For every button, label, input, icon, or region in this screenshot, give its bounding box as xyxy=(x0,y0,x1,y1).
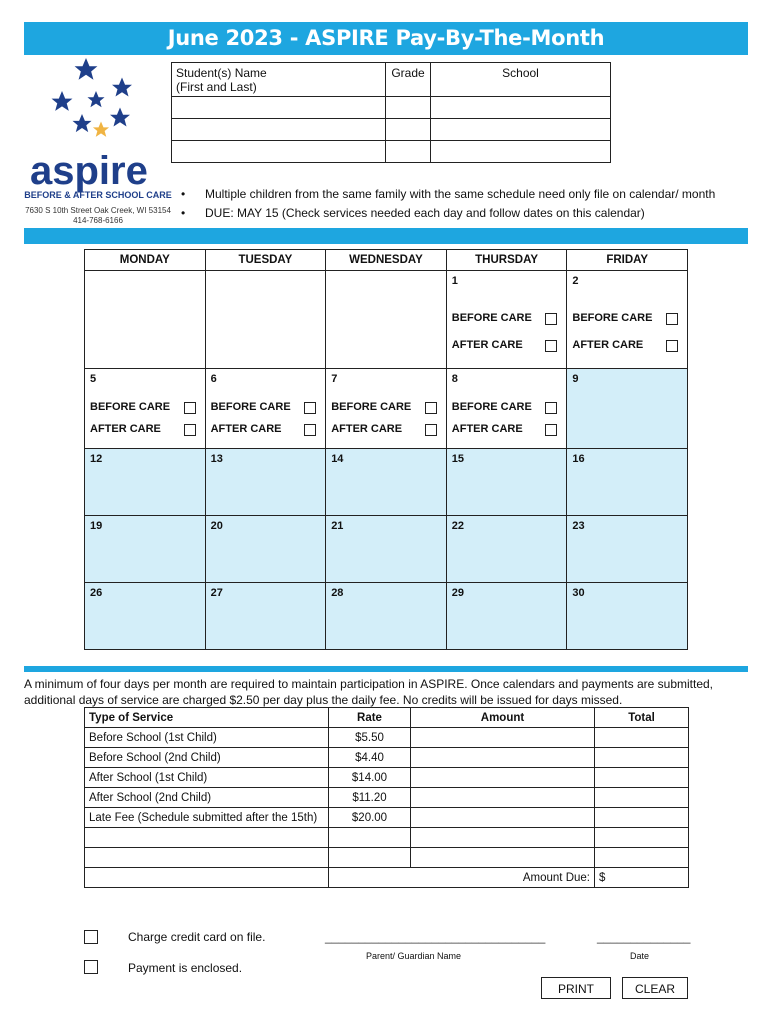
service-type-cell: After School (2nd Child) xyxy=(85,788,329,808)
grade-header: Grade xyxy=(386,63,431,97)
charge-card-checkbox[interactable] xyxy=(84,930,98,944)
day-number: 5 xyxy=(90,373,97,385)
bullet-text: Multiple children from the same family with the same schedule need only file on calendar/ month xyxy=(205,187,716,201)
service-total-cell[interactable] xyxy=(595,788,689,808)
service-amount-cell[interactable] xyxy=(411,848,595,868)
services-table xyxy=(84,707,689,888)
school-field[interactable] xyxy=(431,119,611,141)
calendar-day-cell xyxy=(326,516,447,583)
service-rate-cell: $4.40 xyxy=(329,748,411,768)
calendar-week-row xyxy=(85,583,688,650)
before-care-checkbox[interactable] xyxy=(545,313,557,325)
day-number: 28 xyxy=(331,587,344,599)
before-care-checkbox[interactable] xyxy=(184,402,196,414)
school-header: School xyxy=(431,63,611,97)
student-name-label: Student(s) Name xyxy=(176,66,267,80)
service-amount-cell[interactable] xyxy=(411,748,595,768)
service-rate-cell: $5.50 xyxy=(329,728,411,748)
service-total-cell[interactable] xyxy=(595,848,689,868)
calendar-day-cell xyxy=(326,449,447,516)
calendar-day-cell xyxy=(85,583,206,650)
after-care-label: AFTER CARE xyxy=(331,423,403,435)
service-type-cell: Before School (1st Child) xyxy=(85,728,329,748)
before-care-label: BEFORE CARE xyxy=(90,401,171,413)
day-number: 20 xyxy=(210,520,223,532)
logo-wordmark: aspire xyxy=(30,149,148,193)
after-care-checkbox[interactable] xyxy=(545,340,557,352)
after-care-label: AFTER CARE xyxy=(451,423,523,435)
total-header: Total xyxy=(595,708,689,728)
calendar-week-row xyxy=(85,369,688,449)
charge-card-label: Charge credit card on file. xyxy=(128,930,266,944)
after-care-label: AFTER CARE xyxy=(572,339,644,351)
after-care-checkbox[interactable] xyxy=(425,424,437,436)
student-name-field[interactable] xyxy=(172,119,386,141)
service-row xyxy=(85,728,689,748)
day-number: 2 xyxy=(572,275,579,287)
calendar-day-cell xyxy=(205,449,326,516)
blank-cell xyxy=(85,868,329,888)
service-type-cell xyxy=(85,848,329,868)
calendar-day-cell xyxy=(85,369,206,449)
before-care-checkbox[interactable] xyxy=(545,402,557,414)
calendar-day-cell xyxy=(326,271,447,369)
day-number: 21 xyxy=(331,520,344,532)
before-care-checkbox[interactable] xyxy=(304,402,316,414)
before-care-label: BEFORE CARE xyxy=(451,312,532,324)
after-care-label: AFTER CARE xyxy=(210,423,282,435)
calendar-week-row xyxy=(85,449,688,516)
day-number: 22 xyxy=(451,520,465,532)
service-total-cell[interactable] xyxy=(595,808,689,828)
day-number: 27 xyxy=(210,587,223,599)
calendar-day-cell xyxy=(446,516,567,583)
day-header-monday: MONDAY xyxy=(85,250,206,271)
day-number: 8 xyxy=(451,373,458,385)
day-number: 16 xyxy=(572,453,585,465)
grade-field[interactable] xyxy=(386,141,431,163)
service-type-cell: Late Fee (Schedule submitted after the 15th) xyxy=(85,808,329,828)
calendar-day-cell xyxy=(85,516,206,583)
amount-header: Amount xyxy=(411,708,595,728)
calendar-day-cell xyxy=(326,583,447,650)
service-row xyxy=(85,768,689,788)
day-number: 6 xyxy=(210,373,217,385)
service-amount-cell[interactable] xyxy=(411,768,595,788)
divider-stripe xyxy=(24,228,748,244)
service-rate-cell: $11.20 xyxy=(329,788,411,808)
date-line[interactable]: ______________ xyxy=(597,930,691,944)
phone: 414-768-6166 xyxy=(73,216,123,225)
day-number: 30 xyxy=(572,587,585,599)
amount-due-field[interactable]: $ xyxy=(595,868,689,888)
amount-due-label: Amount Due: xyxy=(329,868,595,888)
service-total-cell[interactable] xyxy=(595,768,689,788)
before-care-checkbox[interactable] xyxy=(425,402,437,414)
after-care-label: AFTER CARE xyxy=(451,339,523,351)
before-care-label: BEFORE CARE xyxy=(331,401,412,413)
payment-enclosed-label: Payment is enclosed. xyxy=(128,961,243,975)
address: 7630 S 10th Street Oak Creek, WI 53154 xyxy=(25,206,171,215)
day-number: 1 xyxy=(451,275,458,287)
day-header-wednesday: WEDNESDAY xyxy=(326,250,447,271)
calendar-day-cell xyxy=(85,449,206,516)
school-field[interactable] xyxy=(431,97,611,119)
service-rate-cell: $20.00 xyxy=(329,808,411,828)
day-header-friday: FRIDAY xyxy=(567,250,688,271)
grade-field[interactable] xyxy=(386,97,431,119)
instructions xyxy=(181,185,715,223)
service-amount-cell[interactable] xyxy=(411,828,595,848)
after-care-checkbox[interactable] xyxy=(666,340,678,352)
service-type-cell: Before School (2nd Child) xyxy=(85,748,329,768)
calendar-day-cell xyxy=(567,271,688,369)
before-care-label: BEFORE CARE xyxy=(210,401,291,413)
after-care-checkbox[interactable] xyxy=(545,424,557,436)
service-type-cell xyxy=(85,828,329,848)
day-number: 19 xyxy=(90,520,103,532)
before-care-label: BEFORE CARE xyxy=(451,401,532,413)
calendar-table xyxy=(84,249,688,650)
bullet-item: • DUE: MAY 15 (Check services needed each day and follow dates on this calendar) xyxy=(181,206,645,220)
calendar-week-row xyxy=(85,271,688,369)
day-number: 29 xyxy=(451,587,465,599)
service-row xyxy=(85,788,689,808)
calendar-day-cell xyxy=(205,583,326,650)
service-total-cell[interactable] xyxy=(595,748,689,768)
grade-field[interactable] xyxy=(386,119,431,141)
after-care-label: AFTER CARE xyxy=(90,423,161,435)
rate-header: Rate xyxy=(329,708,411,728)
logo-tagline: BEFORE & AFTER SCHOOL CARE xyxy=(24,190,172,200)
school-field[interactable] xyxy=(431,141,611,163)
bullet-text: DUE: MAY 15 (Check services needed each day and follow dates on this calendar) xyxy=(205,206,645,220)
parent-signature-line[interactable]: _________________________________ xyxy=(325,930,546,944)
calendar-week-row xyxy=(85,516,688,583)
day-number: 12 xyxy=(90,453,103,465)
service-row xyxy=(85,828,689,848)
student-name-header xyxy=(172,63,386,97)
logo-stars-icon xyxy=(24,52,172,202)
service-type-cell: After School (1st Child) xyxy=(85,768,329,788)
calendar-day-cell xyxy=(567,583,688,650)
divider-stripe xyxy=(24,666,748,672)
student-table xyxy=(171,62,611,163)
calendar-header-row xyxy=(85,250,688,271)
date-label: Date xyxy=(630,951,650,961)
service-rate-cell: $14.00 xyxy=(329,768,411,788)
after-care-checkbox[interactable] xyxy=(304,424,316,436)
day-number: 9 xyxy=(572,373,579,385)
service-row xyxy=(85,848,689,868)
clear-button[interactable]: CLEAR xyxy=(622,977,688,999)
before-care-label: BEFORE CARE xyxy=(572,312,653,324)
service-total-cell[interactable] xyxy=(595,828,689,848)
service-total-cell[interactable] xyxy=(595,728,689,748)
day-number: 23 xyxy=(572,520,585,532)
calendar-day-cell xyxy=(567,449,688,516)
service-rate-cell xyxy=(329,828,411,848)
service-row xyxy=(85,808,689,828)
service-rate-cell xyxy=(329,848,411,868)
page-title: June 2023 - ASPIRE Pay-By-The-Month xyxy=(167,26,605,50)
aspire-logo xyxy=(24,52,172,228)
student-name-field[interactable] xyxy=(172,141,386,163)
calendar-day-cell xyxy=(205,516,326,583)
address-block xyxy=(24,206,172,226)
before-care-checkbox[interactable] xyxy=(666,313,678,325)
calendar-day-cell xyxy=(326,369,447,449)
after-care-checkbox[interactable] xyxy=(184,424,196,436)
calendar-day-cell xyxy=(446,449,567,516)
calendar-day-cell xyxy=(205,369,326,449)
calendar-day-cell xyxy=(85,271,206,369)
student-name-field[interactable] xyxy=(172,97,386,119)
day-number: 26 xyxy=(90,587,103,599)
print-button[interactable]: PRINT xyxy=(541,977,611,999)
calendar-day-cell xyxy=(446,583,567,650)
day-number: 13 xyxy=(210,453,223,465)
parent-name-label: Parent/ Guardian Name xyxy=(366,951,462,961)
student-name-sublabel: (First and Last) xyxy=(176,80,257,94)
day-header-thursday: THURSDAY xyxy=(446,250,567,271)
day-number: 7 xyxy=(331,373,338,385)
payment-enclosed-checkbox[interactable] xyxy=(84,960,98,974)
service-amount-cell[interactable] xyxy=(411,788,595,808)
type-header: Type of Service xyxy=(85,708,329,728)
calendar-day-cell xyxy=(446,271,567,369)
calendar-day-cell xyxy=(567,369,688,449)
service-row xyxy=(85,748,689,768)
policy-note: A minimum of four days per month are required to maintain participation in ASPIRE. Once calendars and payments are submitted, additional days of service are charged $2.50 per day plus the daily fee. No credits will be issued for days missed. xyxy=(24,677,714,707)
service-amount-cell[interactable] xyxy=(411,728,595,748)
bullet-item: • Multiple children from the same family with the same schedule need only file on calendar/ month xyxy=(181,187,716,201)
service-amount-cell[interactable] xyxy=(411,808,595,828)
amount-due-row xyxy=(85,868,689,888)
calendar-day-cell xyxy=(567,516,688,583)
services-header-row xyxy=(85,708,689,728)
day-header-tuesday: TUESDAY xyxy=(205,250,326,271)
calendar-day-cell xyxy=(446,369,567,449)
day-number: 14 xyxy=(331,453,344,465)
day-number: 15 xyxy=(451,453,465,465)
calendar-day-cell xyxy=(205,271,326,369)
